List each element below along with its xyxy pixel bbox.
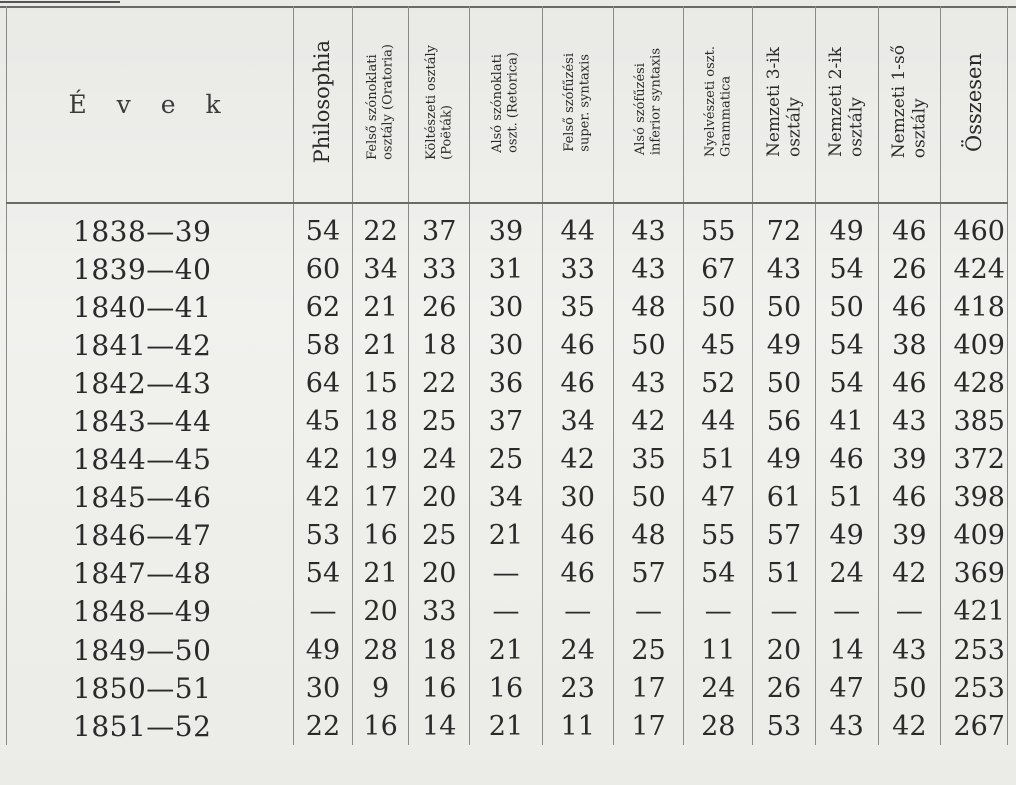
year-cell: 1850—51: [7, 669, 294, 707]
count-cell: 18: [409, 631, 470, 669]
count-cell: 46: [815, 441, 878, 479]
table-row: [7, 593, 1008, 631]
count-cell: 53: [294, 517, 353, 555]
count-cell: 50: [815, 288, 878, 326]
count-cell: 52: [684, 364, 753, 402]
header-philosophia: [294, 6, 353, 203]
table-row: [7, 479, 1008, 517]
count-cell: 20: [352, 593, 409, 631]
count-cell: 30: [294, 669, 353, 707]
header-inferior-syntaxis-line1: Alsó szófűzési: [632, 63, 648, 156]
count-cell: 37: [409, 203, 470, 250]
count-cell: 46: [542, 517, 613, 555]
count-cell: —: [542, 593, 613, 631]
total-cell: 385: [941, 402, 1008, 440]
count-cell: 16: [352, 517, 409, 555]
count-cell: 49: [753, 326, 816, 364]
total-cell: 253: [941, 631, 1008, 669]
header-grammatica-line2: Grammatica: [718, 76, 734, 158]
year-cell: 1849—50: [7, 631, 294, 669]
table-row: [7, 669, 1008, 707]
year-cell: 1840—41: [7, 288, 294, 326]
count-cell: 39: [878, 441, 941, 479]
header-philosophia-label: Philosophia: [310, 40, 335, 164]
total-cell: 253: [941, 669, 1008, 707]
count-cell: 17: [613, 669, 684, 707]
count-cell: —: [753, 593, 816, 631]
count-cell: 55: [684, 203, 753, 250]
count-cell: 51: [684, 441, 753, 479]
count-cell: 36: [470, 364, 543, 402]
header-super-syntaxis-label: [562, 53, 593, 152]
count-cell: 22: [352, 203, 409, 250]
count-cell: 49: [815, 517, 878, 555]
top-rule-fragment: [0, 1, 120, 3]
count-cell: 62: [294, 288, 353, 326]
count-cell: —: [294, 593, 353, 631]
count-cell: —: [470, 593, 543, 631]
total-cell: 398: [941, 479, 1008, 517]
count-cell: 43: [815, 707, 878, 745]
count-cell: 35: [613, 441, 684, 479]
total-cell: 409: [941, 517, 1008, 555]
count-cell: 41: [815, 402, 878, 440]
count-cell: 44: [684, 402, 753, 440]
count-cell: 33: [542, 250, 613, 288]
count-cell: 24: [684, 669, 753, 707]
count-cell: 42: [294, 479, 353, 517]
count-cell: 30: [470, 288, 543, 326]
count-cell: 46: [542, 364, 613, 402]
count-cell: 51: [753, 555, 816, 593]
year-cell: 1847—48: [7, 555, 294, 593]
count-cell: 46: [878, 364, 941, 402]
header-oratoria-label: [365, 44, 396, 160]
total-cell: 267: [941, 707, 1008, 745]
count-cell: 20: [409, 555, 470, 593]
count-cell: 34: [542, 402, 613, 440]
total-cell: 418: [941, 288, 1008, 326]
table-row: [7, 288, 1008, 326]
count-cell: 33: [409, 250, 470, 288]
header-osszesen: [941, 6, 1008, 203]
count-cell: 20: [409, 479, 470, 517]
count-cell: 42: [542, 441, 613, 479]
year-cell: 1851—52: [7, 707, 294, 745]
year-cell: 1844—45: [7, 441, 294, 479]
count-cell: 49: [753, 441, 816, 479]
count-cell: 21: [352, 326, 409, 364]
count-cell: 25: [409, 402, 470, 440]
count-cell: 54: [684, 555, 753, 593]
header-super-syntaxis: [542, 6, 613, 203]
header-super-syntaxis-line1: Felső szófűzési: [562, 52, 578, 152]
count-cell: 50: [613, 479, 684, 517]
count-cell: 46: [878, 479, 941, 517]
header-nemzeti-2: [815, 6, 878, 203]
header-oratoria-line1: Felső szónoklati: [364, 54, 380, 160]
count-cell: 42: [878, 555, 941, 593]
count-cell: 16: [470, 669, 543, 707]
count-cell: 61: [753, 479, 816, 517]
count-cell: —: [684, 593, 753, 631]
count-cell: 44: [542, 203, 613, 250]
count-cell: 55: [684, 517, 753, 555]
count-cell: 35: [542, 288, 613, 326]
header-years-label: É v e k: [68, 89, 232, 119]
count-cell: 11: [542, 707, 613, 745]
total-cell: 369: [941, 555, 1008, 593]
count-cell: 54: [815, 250, 878, 288]
year-cell: 1846—47: [7, 517, 294, 555]
count-cell: 39: [878, 517, 941, 555]
count-cell: 57: [613, 555, 684, 593]
count-cell: 46: [542, 326, 613, 364]
count-cell: 18: [352, 402, 409, 440]
count-cell: 46: [542, 555, 613, 593]
table-row: [7, 631, 1008, 669]
count-cell: 43: [878, 402, 941, 440]
count-cell: 50: [613, 326, 684, 364]
count-cell: 39: [470, 203, 543, 250]
count-cell: 9: [352, 669, 409, 707]
count-cell: —: [878, 593, 941, 631]
count-cell: 24: [409, 441, 470, 479]
header-retorica: [470, 6, 543, 203]
count-cell: 18: [409, 326, 470, 364]
header-inferior-syntaxis-line2: inferior syntaxis: [648, 48, 664, 156]
header-nemzeti-1-line2: osztály: [909, 98, 930, 159]
header-nemzeti-3-line2: osztály: [783, 97, 804, 158]
count-cell: 48: [613, 517, 684, 555]
count-cell: 16: [409, 669, 470, 707]
header-nemzeti-2-label: [826, 47, 867, 157]
header-nemzeti-2-line1: Nemzeti 2-ik: [826, 46, 847, 158]
count-cell: 28: [684, 707, 753, 745]
year-cell: 1842—43: [7, 364, 294, 402]
count-cell: 64: [294, 364, 353, 402]
count-cell: 54: [815, 326, 878, 364]
header-nemzeti-1-line1: Nemzeti 1-ső: [888, 45, 909, 159]
count-cell: 56: [753, 402, 816, 440]
header-poetak: [409, 6, 470, 203]
header-oratoria-line2: osztály (Oratoria): [380, 44, 396, 160]
count-cell: 34: [470, 479, 543, 517]
count-cell: 47: [815, 669, 878, 707]
count-cell: 67: [684, 250, 753, 288]
header-nemzeti-3-label: [764, 47, 805, 157]
count-cell: 54: [294, 555, 353, 593]
count-cell: 38: [878, 326, 941, 364]
count-cell: 30: [542, 479, 613, 517]
count-cell: 50: [684, 288, 753, 326]
count-cell: 43: [613, 364, 684, 402]
count-cell: 25: [613, 631, 684, 669]
count-cell: 47: [684, 479, 753, 517]
count-cell: 45: [684, 326, 753, 364]
count-cell: 21: [470, 631, 543, 669]
table-row: [7, 517, 1008, 555]
count-cell: 50: [753, 364, 816, 402]
count-cell: —: [613, 593, 684, 631]
header-grammatica-label: [703, 46, 734, 157]
enrollment-table: [6, 6, 1008, 745]
header-row: [7, 6, 1008, 203]
count-cell: 45: [294, 402, 353, 440]
count-cell: —: [470, 555, 543, 593]
count-cell: 26: [753, 669, 816, 707]
table-row: [7, 364, 1008, 402]
count-cell: 43: [753, 250, 816, 288]
count-cell: 72: [753, 203, 816, 250]
header-inferior-syntaxis-label: [633, 48, 664, 155]
total-cell: 372: [941, 441, 1008, 479]
count-cell: 11: [684, 631, 753, 669]
count-cell: 17: [352, 479, 409, 517]
header-inferior-syntaxis: [613, 6, 684, 203]
count-cell: 43: [613, 203, 684, 250]
table-row: [7, 402, 1008, 440]
count-cell: 48: [613, 288, 684, 326]
count-cell: 51: [815, 479, 878, 517]
table-row: [7, 326, 1008, 364]
count-cell: 22: [294, 707, 353, 745]
year-cell: 1845—46: [7, 479, 294, 517]
count-cell: 25: [470, 441, 543, 479]
count-cell: 28: [352, 631, 409, 669]
count-cell: 21: [352, 288, 409, 326]
header-grammatica-line1: Nyelvészeti oszt.: [702, 46, 718, 158]
count-cell: 53: [753, 707, 816, 745]
header-retorica-label: [490, 52, 521, 153]
count-cell: 49: [815, 203, 878, 250]
count-cell: 17: [613, 707, 684, 745]
count-cell: 50: [878, 669, 941, 707]
count-cell: 43: [613, 250, 684, 288]
count-cell: 57: [753, 517, 816, 555]
header-nemzeti-2-line2: osztály: [846, 97, 867, 158]
year-cell: 1841—42: [7, 326, 294, 364]
header-years: [7, 6, 294, 203]
header-poetak-line2: (Poëták): [439, 104, 455, 160]
count-cell: 21: [352, 555, 409, 593]
year-cell: 1839—40: [7, 250, 294, 288]
count-cell: 54: [815, 364, 878, 402]
header-retorica-line1: Alsó szónoklati: [490, 53, 506, 153]
table-row: [7, 707, 1008, 745]
table-row: [7, 250, 1008, 288]
header-nemzeti-1: [878, 6, 941, 203]
count-cell: 43: [878, 631, 941, 669]
header-grammatica: [684, 6, 753, 203]
count-cell: —: [815, 593, 878, 631]
count-cell: 24: [815, 555, 878, 593]
header-retorica-line2: oszt. (Retorica): [505, 51, 521, 153]
count-cell: 14: [815, 631, 878, 669]
year-cell: 1838—39: [7, 203, 294, 250]
table-row: [7, 203, 1008, 250]
count-cell: 49: [294, 631, 353, 669]
total-cell: 460: [941, 203, 1008, 250]
count-cell: 23: [542, 669, 613, 707]
count-cell: 42: [613, 402, 684, 440]
count-cell: 33: [409, 593, 470, 631]
count-cell: 31: [470, 250, 543, 288]
count-cell: 46: [878, 288, 941, 326]
count-cell: 22: [409, 364, 470, 402]
count-cell: 16: [352, 707, 409, 745]
count-cell: 21: [470, 517, 543, 555]
header-super-syntaxis-line2: super. syntaxis: [577, 53, 593, 152]
header-oratoria: [352, 6, 409, 203]
count-cell: 26: [878, 250, 941, 288]
total-cell: 428: [941, 364, 1008, 402]
count-cell: 14: [409, 707, 470, 745]
count-cell: 34: [352, 250, 409, 288]
count-cell: 26: [409, 288, 470, 326]
count-cell: 24: [542, 631, 613, 669]
year-cell: 1843—44: [7, 402, 294, 440]
header-nemzeti-3-line1: Nemzeti 3-ik: [763, 46, 784, 158]
year-cell: 1848—49: [7, 593, 294, 631]
header-nemzeti-3: [753, 6, 816, 203]
header-poetak-line1: Költészeti osztály: [423, 44, 439, 160]
count-cell: 60: [294, 250, 353, 288]
table-body: [7, 203, 1008, 745]
table-row: [7, 441, 1008, 479]
count-cell: 37: [470, 402, 543, 440]
header-poetak-label: [424, 45, 455, 160]
total-cell: 424: [941, 250, 1008, 288]
count-cell: 25: [409, 517, 470, 555]
count-cell: 20: [753, 631, 816, 669]
total-cell: 409: [941, 326, 1008, 364]
count-cell: 21: [470, 707, 543, 745]
table-row: [7, 555, 1008, 593]
count-cell: 54: [294, 203, 353, 250]
count-cell: 30: [470, 326, 543, 364]
count-cell: 42: [878, 707, 941, 745]
count-cell: 15: [352, 364, 409, 402]
header-nemzeti-1-label: [889, 45, 930, 158]
count-cell: 58: [294, 326, 353, 364]
count-cell: 19: [352, 441, 409, 479]
header-osszesen-label: Összesen: [961, 52, 986, 152]
count-cell: 42: [294, 441, 353, 479]
count-cell: 50: [753, 288, 816, 326]
count-cell: 46: [878, 203, 941, 250]
total-cell: 421: [941, 593, 1008, 631]
